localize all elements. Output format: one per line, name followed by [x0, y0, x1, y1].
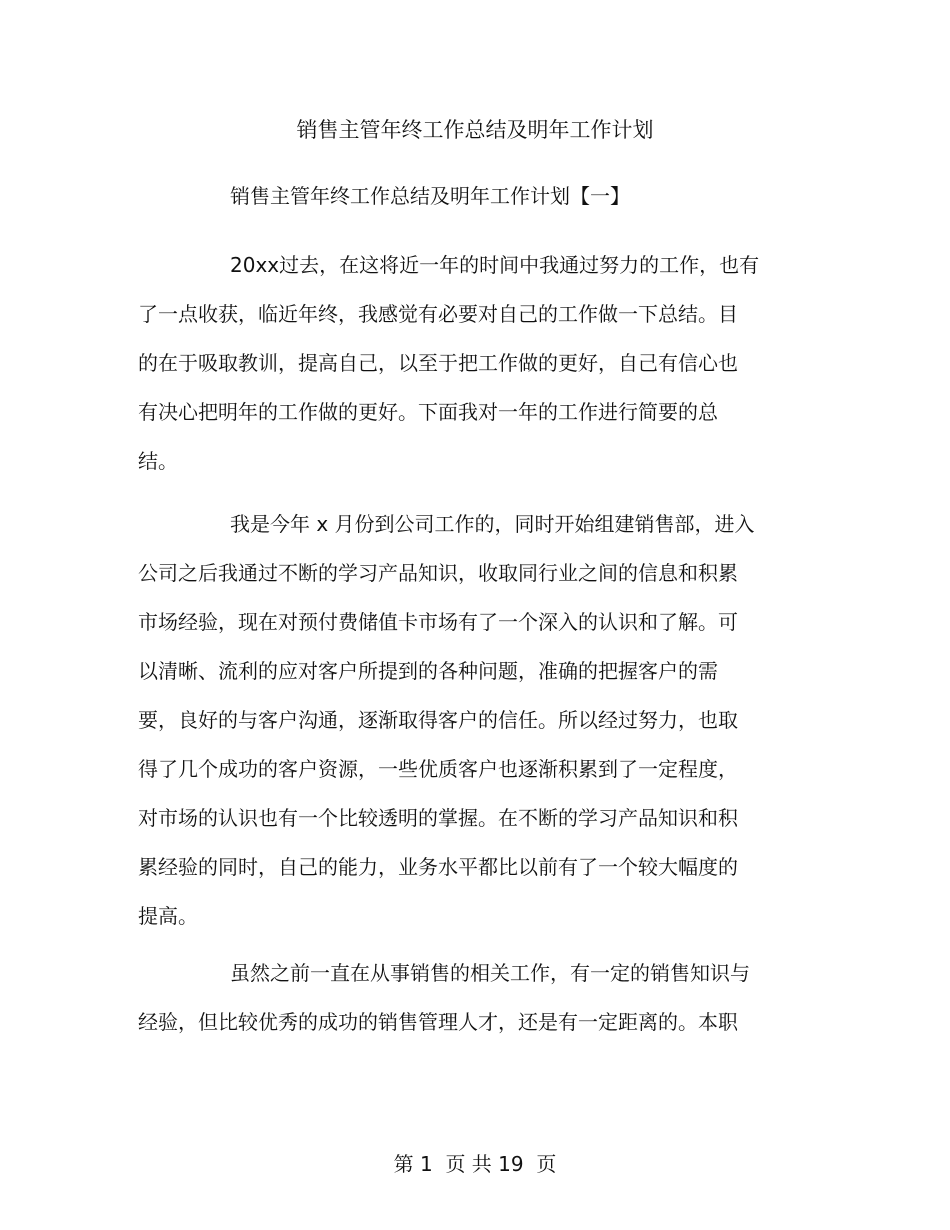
paragraph — [138, 949, 778, 1047]
page-number-footer: 第 1 页 共 19 页 — [393, 1152, 557, 1176]
document-title: 销售主管年终工作总结及明年工作计划 — [296, 118, 654, 142]
paragraph-line: 要，良好的与客户沟通，逐渐取得客户的信任。所以经过努力，也取 — [138, 708, 738, 732]
paragraph-line: 我是今年 x 月份到公司工作的，同时开始组建销售部，进入 — [230, 512, 755, 536]
paragraph-line: 提高。 — [138, 904, 198, 928]
paragraph-line: 累经验的同时，自己的能力，业务水平都比以前有了一个较大幅度的 — [138, 855, 738, 879]
document-subtitle: 销售主管年终工作总结及明年工作计划【一】 — [230, 184, 630, 208]
paragraph — [138, 500, 778, 941]
paragraph-line: 了一点收获，临近年终，我感觉有必要对自己的工作做一下总结。目 — [138, 302, 738, 326]
paragraph-line: 以清晰、流利的应对客户所提到的各种问题，准确的把握客户的需 — [138, 659, 718, 683]
paragraph-line: 的在于吸取教训，提高自己，以至于把工作做的更好，自己有信心也 — [138, 351, 738, 375]
paragraph-line: 市场经验，现在对预付费储值卡市场有了一个深入的认识和了解。可 — [138, 610, 738, 634]
paragraph-line: 20xx过去，在这将近一年的时间中我通过努力的工作，也有 — [230, 253, 760, 277]
paragraph-line: 经验，但比较优秀的成功的销售管理人才，还是有一定距离的。本职 — [138, 1010, 738, 1034]
paragraph-line: 有决心把明年的工作做的更好。下面我对一年的工作进行简要的总 — [138, 400, 718, 424]
paragraph-line: 对市场的认识也有一个比较透明的掌握。在不断的学习产品知识和积 — [138, 806, 738, 830]
paragraph-line: 得了几个成功的客户资源，一些优质客户也逐渐积累到了一定程度， — [138, 757, 738, 781]
paragraph — [138, 241, 778, 486]
paragraph-line: 结。 — [138, 449, 178, 473]
paragraph-line: 虽然之前一直在从事销售的相关工作，有一定的销售知识与 — [230, 961, 750, 985]
paragraph-line: 公司之后我通过不断的学习产品知识，收取同行业之间的信息和积累 — [138, 561, 738, 585]
